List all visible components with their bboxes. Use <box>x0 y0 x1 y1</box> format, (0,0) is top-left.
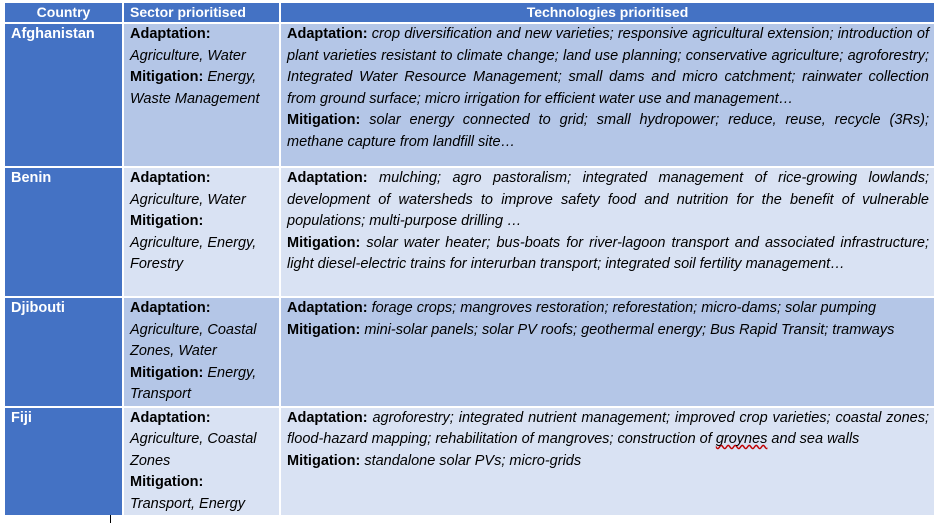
technology-priorities-table <box>5 3 934 515</box>
mitigation-label: Mitigation: <box>130 69 204 85</box>
table-row <box>5 167 934 297</box>
mitigation-label: Mitigation: <box>130 474 204 490</box>
mitigation-label: Mitigation: <box>287 452 361 469</box>
sector-cell <box>123 167 280 297</box>
mitigation-label: Mitigation: <box>287 112 361 128</box>
header-country: Country <box>5 3 123 23</box>
adaptation-technologies-end: and sea walls <box>767 431 860 447</box>
table-row <box>5 23 934 167</box>
adaptation-sectors: Agriculture, Coastal Zones, Water <box>130 321 257 359</box>
table-row <box>5 407 934 516</box>
adaptation-label: Adaptation: <box>130 26 211 42</box>
country-cell: Djibouti <box>5 297 123 407</box>
adaptation-technologies-start: agroforestry; integrated nutrient management; improved crop varieties; coastal zones; flood-hazard mapping; rehabilitation of mangroves; construction of <box>287 409 929 447</box>
technologies-cell <box>280 407 934 516</box>
adaptation-technologies: forage crops; mangroves restoration; reforestation; micro-dams; solar pumping <box>371 300 877 316</box>
technologies-cell <box>280 23 934 167</box>
sector-cell <box>123 407 280 516</box>
technologies-cell <box>280 297 934 407</box>
mitigation-technologies: mini-solar panels; solar PV roofs; geothermal energy; Bus Rapid Transit; tramways <box>364 321 895 338</box>
header-sector: Sector prioritised <box>123 3 280 23</box>
header-technologies: Technologies prioritised <box>280 3 934 23</box>
mitigation-sectors: Energy, Transport <box>130 364 257 402</box>
mitigation-label: Mitigation: <box>287 234 361 251</box>
mitigation-label: Mitigation: <box>287 321 361 338</box>
mitigation-technologies: solar water heater; bus-boats for river-lagoon transport and associated infrastructure; light diesel-electric trains for interurban transport; integrated soil fertility management… <box>287 234 929 272</box>
mitigation-sectors: Transport, Energy <box>130 495 245 512</box>
adaptation-label: Adaptation: <box>287 170 368 186</box>
country-cell: Fiji <box>5 407 123 516</box>
sector-cell <box>123 297 280 407</box>
mitigation-sectors: Energy, Waste Management <box>130 69 260 107</box>
adaptation-technologies: mulching; agro pastoralism; integrated management of rice-growing lowlands; development of watersheds to improve safety food and nutrition for the benefit of vulnerable populations; multi-purpose drilling … <box>287 170 929 229</box>
adaptation-label: Adaptation: <box>130 409 211 426</box>
sector-cell <box>123 23 280 167</box>
adaptation-technologies: crop diversification and new varieties; responsive agricultural extension; introduction of plant varieties resistant to climate change; land use planning; conservative agriculture; agroforestry; Integrated Water Resource Management; small dams and micro catchment; rainwater collection from ground surface; micro irrigation for efficient water use and management… <box>287 26 930 107</box>
adaptation-label: Adaptation: <box>287 300 368 316</box>
adaptation-sectors: Agriculture, Water <box>130 47 246 64</box>
adaptation-sectors: Agriculture, Coastal Zones <box>130 431 257 469</box>
adaptation-label: Adaptation: <box>130 170 211 186</box>
mitigation-label: Mitigation: <box>130 213 204 229</box>
mitigation-technologies: solar energy connected to grid; small hydropower; reduce, reuse, recycle (3Rs); methane capture from landfill site… <box>287 112 929 150</box>
country-cell: Afghanistan <box>5 23 123 167</box>
mitigation-technologies: standalone solar PVs; micro-grids <box>364 452 582 469</box>
mitigation-label: Mitigation: <box>130 364 204 381</box>
mitigation-sectors: Agriculture, Energy, Forestry <box>130 234 257 272</box>
adaptation-label: Adaptation: <box>130 300 211 316</box>
header-row <box>5 3 934 23</box>
adaptation-sectors: Agriculture, Water <box>130 191 246 208</box>
adaptation-label: Adaptation: <box>287 409 368 426</box>
adaptation-label: Adaptation: <box>287 26 368 42</box>
text-cursor <box>110 515 111 523</box>
spellcheck-flagged-word: groynes <box>715 431 768 447</box>
technologies-cell <box>280 167 934 297</box>
country-cell: Benin <box>5 167 123 297</box>
table-row <box>5 297 934 407</box>
